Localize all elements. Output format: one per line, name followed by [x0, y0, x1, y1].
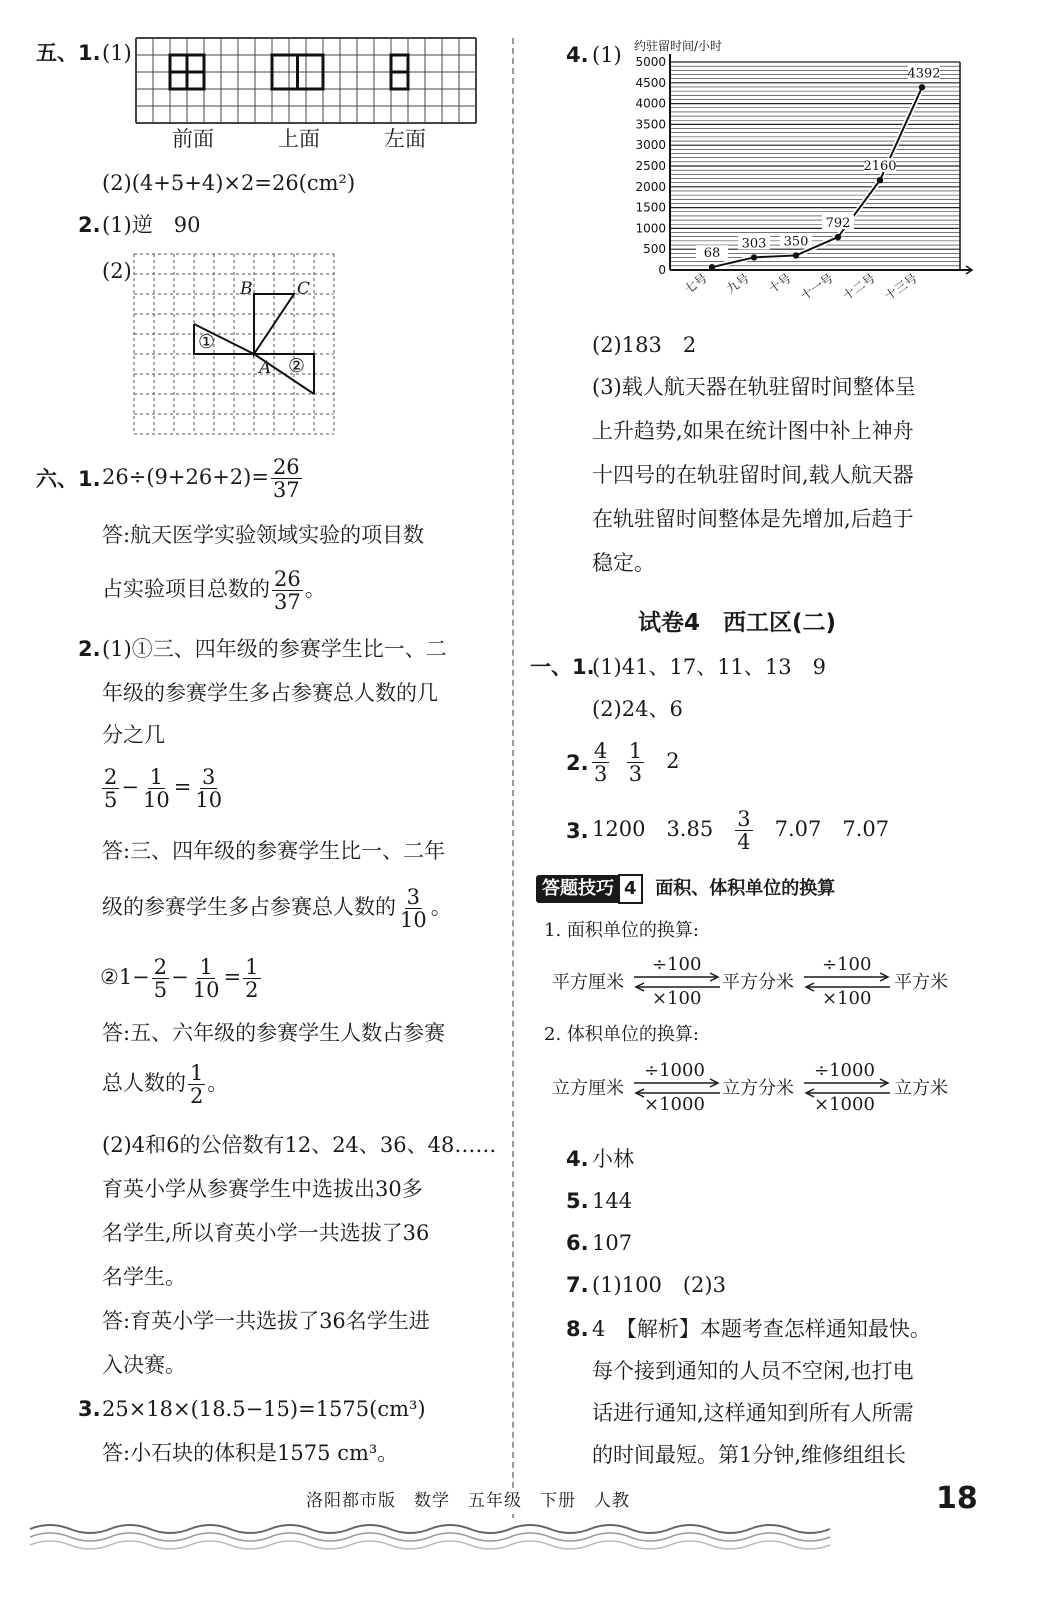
tip-title: 面积、体积单位的换算: [655, 878, 836, 899]
tip-vol-div2: ÷1000: [814, 1060, 875, 1081]
q6-2-answer2: 级的参赛学生多占参赛总人数的 $\frac{3}{10}$ 。: [102, 885, 452, 932]
shape-one-label: ①: [198, 331, 216, 353]
q5-2-part1: (1)逆 90: [102, 213, 201, 237]
chart-y-tick-label: 1000: [635, 221, 666, 236]
q7b-answer: (1)100 (2)3: [592, 1273, 726, 1297]
q6-2-line2: 年级的参赛学生多占参赛总人数的几: [102, 681, 438, 705]
chart-data-label: 4392: [907, 66, 941, 82]
chart-x-tick-label: 九号: [724, 270, 752, 297]
s1-2-answer: $\frac{4}{3}$ $\frac{1}{3}$ 2: [594, 739, 680, 786]
q4b-answer: 小林: [592, 1147, 634, 1171]
chart-y-tick-label: 2000: [635, 179, 666, 194]
chart-y-tick-label: 4000: [635, 96, 666, 111]
tip-vol-mul1: ×1000: [644, 1094, 705, 1115]
q4-number: 4.: [566, 43, 589, 67]
q5b-answer: 144: [592, 1189, 633, 1213]
q6-3-expression: 25×18×(18.5−15)=1575(cm³): [102, 1397, 426, 1421]
volume-arrows-2: [802, 1078, 892, 1098]
footer-waves: [0, 1515, 1053, 1600]
chart-x-tick-label: 十号: [766, 270, 794, 297]
q8b-line3: 话进行通知,这样通知到所有人所需: [592, 1401, 914, 1425]
chart-x-tick-label: 七号: [682, 270, 710, 297]
volume-arrows-1: [632, 1078, 722, 1098]
q4-part3-line2: 上升趋势,如果在统计图中补上神舟: [592, 419, 914, 443]
area-arrows-2: [802, 972, 892, 992]
column-divider: [512, 38, 514, 1518]
q6-3-number: 3.: [78, 1397, 101, 1421]
tip-area-unit2: 平方分米: [722, 972, 794, 993]
q6-2-p2-line1: (2)4和6的公倍数有12、24、36、48……: [102, 1133, 497, 1157]
chart-x-tick-label: 十三号: [882, 270, 920, 304]
tip-header: [536, 874, 835, 904]
s1-1-b: (2)24、6: [592, 697, 683, 721]
q4-part3-line1: (3)载人航天器在轨驻留时间整体呈: [592, 375, 916, 399]
chart-y-label: 约驻留时间/小时: [634, 39, 723, 53]
chart-y-tick-label: 4500: [635, 75, 666, 90]
q8b-line2: 每个接到通知的人员不空闲,也打电: [592, 1359, 914, 1383]
q6-2-answer4: 总人数的 $\frac{1}{2}$ 。: [102, 1061, 229, 1108]
view-label-top: 上面: [278, 127, 320, 151]
q8b-line1: 4 【解析】本题考查怎样通知最快。: [592, 1317, 931, 1341]
tip-volume-heading: 2. 体积单位的换算:: [544, 1024, 699, 1045]
chart-data-label: 2160: [863, 159, 897, 175]
chart-y-tick-label: 3500: [635, 117, 666, 132]
q6-2-equation1: $\frac{2}{5}$ − $\frac{1}{10}$ = $\frac{3}{10}$: [104, 765, 223, 812]
line-chart: [620, 38, 980, 328]
q6-2-p2-line4: 名学生。: [102, 1265, 186, 1289]
page-number: 18: [936, 1481, 978, 1516]
tip-area-unit1: 平方厘米: [552, 972, 624, 993]
q6-1-answer-line1: 答:航天医学实验领域实验的项目数: [102, 523, 425, 547]
tip-vol-unit2: 立方分米: [722, 1078, 794, 1099]
q6b-number: 6.: [566, 1231, 589, 1255]
tip-vol-mul2: ×1000: [814, 1094, 875, 1115]
q4-part1: (1): [592, 43, 622, 67]
q6-2-answer3: 答:五、六年级的参赛学生人数占参赛: [102, 1021, 446, 1045]
s1-1-a: (1)41、17、11、13 9: [592, 655, 826, 679]
chart-y-tick-label: 5000: [635, 55, 666, 69]
chart-data-label: 350: [783, 234, 809, 250]
chart-data-label: 792: [825, 216, 851, 232]
q4b-number: 4.: [566, 1147, 589, 1171]
q6-2-line1: (1)①三、四年级的参赛学生比一、二: [102, 637, 447, 661]
tip-area-unit3: 平方米: [894, 972, 948, 993]
point-b-label: B: [240, 279, 253, 299]
chart-data-label: 303: [741, 236, 767, 252]
q4-part3-line5: 稳定。: [592, 551, 655, 575]
chart-y-tick-label: 1500: [635, 200, 666, 215]
q8b-number: 8.: [566, 1317, 589, 1341]
tip-area-heading: 1. 面积单位的换算:: [544, 920, 699, 941]
q6-3-answer: 答:小石块的体积是1575 cm³。: [102, 1441, 399, 1465]
tip-area-mul1: ×100: [652, 988, 702, 1009]
s1-1-number: 一、1.: [530, 655, 595, 679]
point-a-label: A: [259, 358, 272, 378]
chart-y-tick-label: 500: [643, 242, 666, 257]
tip-area-mul2: ×100: [822, 988, 872, 1009]
tip-number: 4: [618, 874, 643, 904]
chart-y-tick-label: 3000: [635, 138, 666, 153]
chart-data-point: [877, 177, 883, 183]
s1-3-number: 3.: [566, 819, 589, 843]
q6-2-p2-answer1: 答:育英小学一共选拔了36名学生进: [102, 1309, 430, 1333]
s1-3-answer: 1200 3.85 $\frac{3}{4}$ 7.07 7.07: [592, 807, 890, 854]
q6-1-expression: 26÷(9+26+2)= $\frac{26}{37}$: [102, 455, 300, 502]
footer-text: 洛阳都市版 数学 五年级 下册 人教: [300, 1488, 636, 1514]
chart-y-tick-label: 0: [658, 263, 666, 277]
q6b-answer: 107: [592, 1231, 633, 1255]
chart-data-point: [793, 252, 799, 258]
chart-data-point: [709, 264, 715, 270]
three-views-grid: [136, 38, 476, 124]
view-label-left: 左面: [384, 127, 426, 151]
chart-x-tick-label: 十二号: [840, 270, 878, 304]
chart-data-point: [751, 254, 757, 260]
q6-2-answer1: 答:三、四年级的参赛学生比一、二年: [102, 839, 446, 863]
q6-2-p2-line3: 名学生,所以育英小学一共选拔了36: [102, 1221, 430, 1245]
q5b-number: 5.: [566, 1189, 589, 1213]
q6-2-p2-answer2: 入决赛。: [102, 1353, 186, 1377]
chart-data-point: [919, 84, 925, 90]
tip-badge: 答题技巧: [536, 875, 620, 903]
q4-part2: (2)183 2: [592, 333, 697, 357]
q5-2-number: 2.: [78, 213, 101, 237]
q5-2-part2: (2): [102, 259, 132, 283]
view-label-front: 前面: [172, 127, 214, 151]
q7b-number: 7.: [566, 1273, 589, 1297]
tip-vol-unit1: 立方厘米: [552, 1078, 624, 1099]
q6-2-equation2: ②1− $\frac{2}{5}$ − $\frac{1}{10}$ = $\frac{1}{2}$: [100, 955, 259, 1002]
q5-1-part2: (2)(4+5+4)×2=26(cm²): [102, 171, 356, 195]
shape-two-label: ②: [288, 355, 306, 377]
q4-part3-line3: 十四号的在轨驻留时间,载人航天器: [592, 463, 914, 487]
q6-2-line3: 分之几: [102, 723, 165, 747]
chart-x-tick-label: 十一号: [798, 270, 836, 304]
s1-2-number: 2.: [566, 751, 589, 775]
tip-vol-unit3: 立方米: [894, 1078, 948, 1099]
point-c-label: C: [297, 279, 311, 299]
q6-1-answer-line2: 占实验项目总数的 $\frac{26}{37}$ 。: [102, 567, 326, 614]
chart-y-tick-label: 2500: [635, 159, 666, 173]
q5-1-part1: (1): [102, 41, 132, 65]
section-title: 试卷4 西工区(二): [638, 610, 837, 636]
chart-data-point: [835, 234, 841, 240]
tip-area-div2: ÷100: [822, 954, 872, 975]
tip-vol-div1: ÷1000: [644, 1060, 705, 1081]
q6-2-p2-line2: 育英小学从参赛学生中选拔出30多: [102, 1177, 423, 1201]
q6-1-number: 六、1.: [36, 467, 101, 491]
q8b-line4: 的时间最短。第1分钟,维修组组长: [592, 1443, 907, 1467]
tip-area-div1: ÷100: [652, 954, 702, 975]
q5-1-number: 五、1.: [36, 41, 101, 65]
q6-2-number: 2.: [78, 637, 101, 661]
chart-data-label: 68: [703, 246, 721, 262]
q4-part3-line4: 在轨驻留时间整体是先增加,后趋于: [592, 507, 914, 531]
area-arrows-1: [632, 972, 722, 992]
